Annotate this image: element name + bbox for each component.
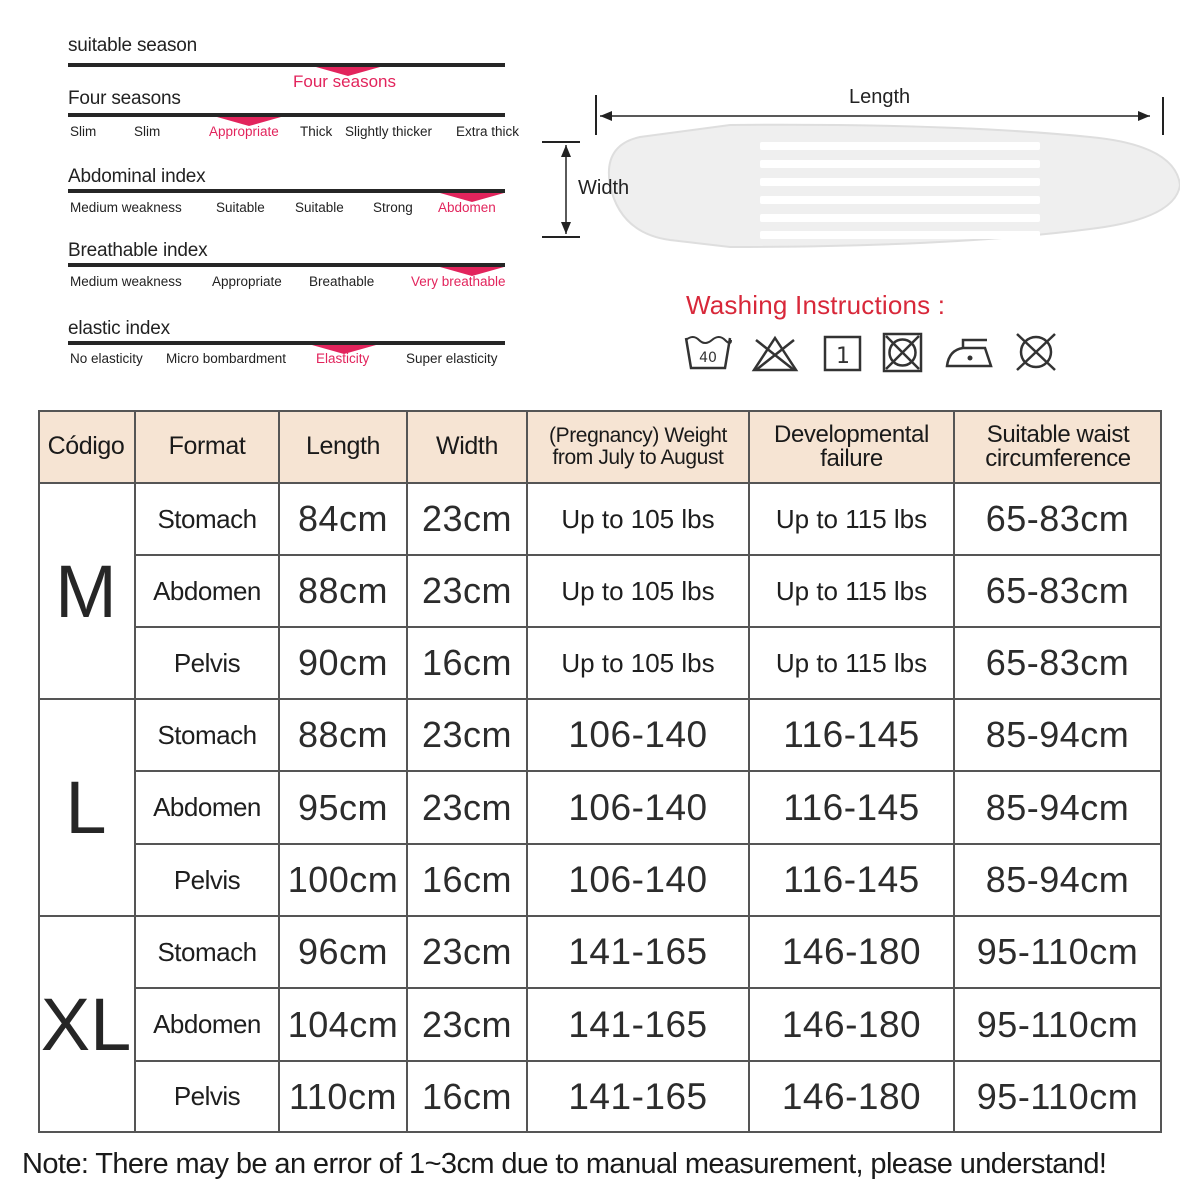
- waist-cell: 95-110cm: [976, 931, 1139, 972]
- width-cell: 23cm: [421, 714, 513, 755]
- waist-cell: 65-83cm: [985, 498, 1130, 539]
- header-weight-line1: (Pregnancy) Weight: [549, 423, 727, 447]
- abdominal-label: Medium weakness: [70, 200, 182, 215]
- length-cell: 88cm: [297, 570, 389, 611]
- wash-40-icon: [683, 330, 733, 374]
- header-width: Width: [407, 410, 527, 483]
- waist-cell: 85-94cm: [985, 714, 1130, 755]
- abdominal-label-active: Abdomen: [438, 200, 496, 215]
- size-code-l: L: [65, 766, 107, 849]
- thickness-label: Slightly thicker: [345, 124, 433, 139]
- width-cell: 16cm: [421, 859, 513, 900]
- thickness-label-active: Appropriate: [209, 124, 279, 139]
- season-index-highlight: Four seasons: [293, 72, 396, 91]
- thickness-label: Slim: [70, 124, 97, 139]
- width-cell: 23cm: [421, 570, 513, 611]
- waist-cell: 65-83cm: [985, 642, 1130, 683]
- format-cell: Abdomen: [153, 575, 261, 606]
- format-cell: Pelvis: [173, 864, 241, 895]
- format-cell: Stomach: [157, 503, 257, 534]
- width-cell: 16cm: [421, 1075, 513, 1117]
- header-length: Length: [279, 410, 407, 483]
- length-cell: 88cm: [297, 714, 389, 755]
- width-cell: 23cm: [421, 498, 513, 539]
- do-not-bleach-icon: [750, 330, 800, 374]
- size-code-m: M: [55, 549, 117, 633]
- iron-low-icon: [943, 330, 993, 374]
- length-cell: 96cm: [297, 931, 389, 972]
- waist-cell: 85-94cm: [985, 786, 1130, 828]
- length-cell: 90cm: [297, 642, 389, 683]
- dev-cell: 116-145: [783, 714, 920, 755]
- format-cell: Pelvis: [173, 1081, 241, 1111]
- elastic-label: Micro bombardment: [166, 351, 287, 366]
- dev-cell: 146-180: [781, 1075, 922, 1117]
- format-cell: Abdomen: [153, 1009, 261, 1039]
- belt-illustration: [530, 85, 1180, 265]
- format-cell: Stomach: [157, 719, 257, 750]
- header-code: Código: [38, 410, 134, 483]
- waist-cell: 65-83cm: [985, 570, 1130, 611]
- elastic-index-title: elastic index: [68, 318, 170, 339]
- header-waist: [954, 410, 1162, 483]
- width-cell: 23cm: [421, 786, 513, 828]
- length-cell: 110cm: [289, 1075, 397, 1117]
- line-dry-icon: [818, 330, 868, 374]
- breathable-label: Breathable: [309, 274, 375, 289]
- wash-temp: 40: [699, 350, 717, 366]
- width-cell: 23cm: [421, 1003, 513, 1045]
- weight-cell: 141-165: [568, 1003, 708, 1045]
- thickness-index-title: Four seasons: [68, 88, 181, 109]
- dev-cell: 146-180: [781, 1003, 922, 1045]
- length-cell: 104cm: [287, 1003, 399, 1045]
- measurement-note: Note: There may be an error of 1~3cm due to manual measurement, please understand!: [22, 1148, 1107, 1180]
- elastic-index-line: [68, 341, 505, 345]
- header-waist-line2: circumference: [985, 444, 1131, 472]
- header-dev-line2: failure: [820, 444, 883, 472]
- thickness-label: Extra thick: [456, 124, 520, 139]
- abdominal-index-title: Abdominal index: [68, 166, 206, 187]
- weight-cell: 141-165: [568, 931, 708, 972]
- weight-cell: 141-165: [568, 1075, 708, 1117]
- waist-cell: 95-110cm: [976, 1003, 1139, 1045]
- format-cell: Abdomen: [153, 792, 261, 822]
- weight-cell: 106-140: [568, 786, 708, 828]
- weight-cell: Up to 105 lbs: [561, 503, 715, 534]
- dev-cell: 146-180: [781, 931, 922, 972]
- header-weight-line2: from July to August: [552, 445, 724, 469]
- size-code-xl: XL: [40, 982, 132, 1066]
- elastic-label-active: Elasticity: [316, 351, 370, 366]
- weight-cell: 106-140: [568, 859, 708, 900]
- header-developmental: [749, 410, 954, 483]
- breathable-label: Appropriate: [212, 274, 282, 289]
- abdominal-label: Strong: [373, 200, 413, 215]
- dev-cell: Up to 115 lbs: [775, 575, 928, 606]
- thickness-label: Slim: [134, 124, 161, 139]
- width-cell: 16cm: [421, 642, 513, 683]
- weight-cell: Up to 105 lbs: [561, 647, 715, 678]
- breathable-index-title: Breathable index: [68, 240, 208, 261]
- dev-cell: 116-145: [783, 786, 920, 828]
- width-cell: 23cm: [421, 931, 513, 972]
- breathable-label: Medium weakness: [70, 274, 182, 289]
- waist-cell: 85-94cm: [985, 859, 1130, 900]
- header-format: Format: [135, 410, 279, 483]
- thickness-index-line: [68, 113, 505, 117]
- size-table: [38, 410, 1162, 1133]
- header-dev-line1: Developmental: [774, 420, 929, 448]
- season-index-line: [68, 63, 505, 67]
- header-weight: [527, 410, 749, 483]
- length-cell: 100cm: [287, 859, 399, 900]
- width-dimension-label: Width: [578, 177, 630, 199]
- format-cell: Pelvis: [173, 647, 241, 678]
- breathable-label-active: Very breathable: [411, 274, 506, 289]
- format-cell: Stomach: [157, 936, 257, 967]
- washing-instructions-title: Washing Instructions :: [686, 290, 946, 320]
- line-dry-mark: 1: [836, 344, 850, 369]
- season-index-title: suitable season: [68, 35, 198, 56]
- dev-cell: Up to 115 lbs: [775, 503, 928, 534]
- elastic-label: No elasticity: [70, 351, 143, 366]
- dev-cell: 116-145: [783, 859, 920, 900]
- length-cell: 95cm: [297, 786, 389, 828]
- abdominal-label: Suitable: [216, 200, 265, 215]
- thickness-label: Thick: [300, 124, 333, 139]
- elastic-label: Super elasticity: [406, 351, 498, 366]
- do-not-dry-clean-icon: [1011, 330, 1061, 374]
- length-cell: 84cm: [297, 498, 389, 539]
- dev-cell: Up to 115 lbs: [775, 647, 928, 678]
- do-not-tumble-dry-icon: [878, 330, 928, 374]
- abdominal-label: Suitable: [295, 200, 344, 215]
- length-dimension-label: Length: [849, 86, 911, 108]
- waist-cell: 95-110cm: [976, 1075, 1139, 1117]
- weight-cell: 106-140: [568, 714, 708, 755]
- weight-cell: Up to 105 lbs: [561, 575, 715, 606]
- header-waist-line1: Suitable waist: [986, 420, 1130, 448]
